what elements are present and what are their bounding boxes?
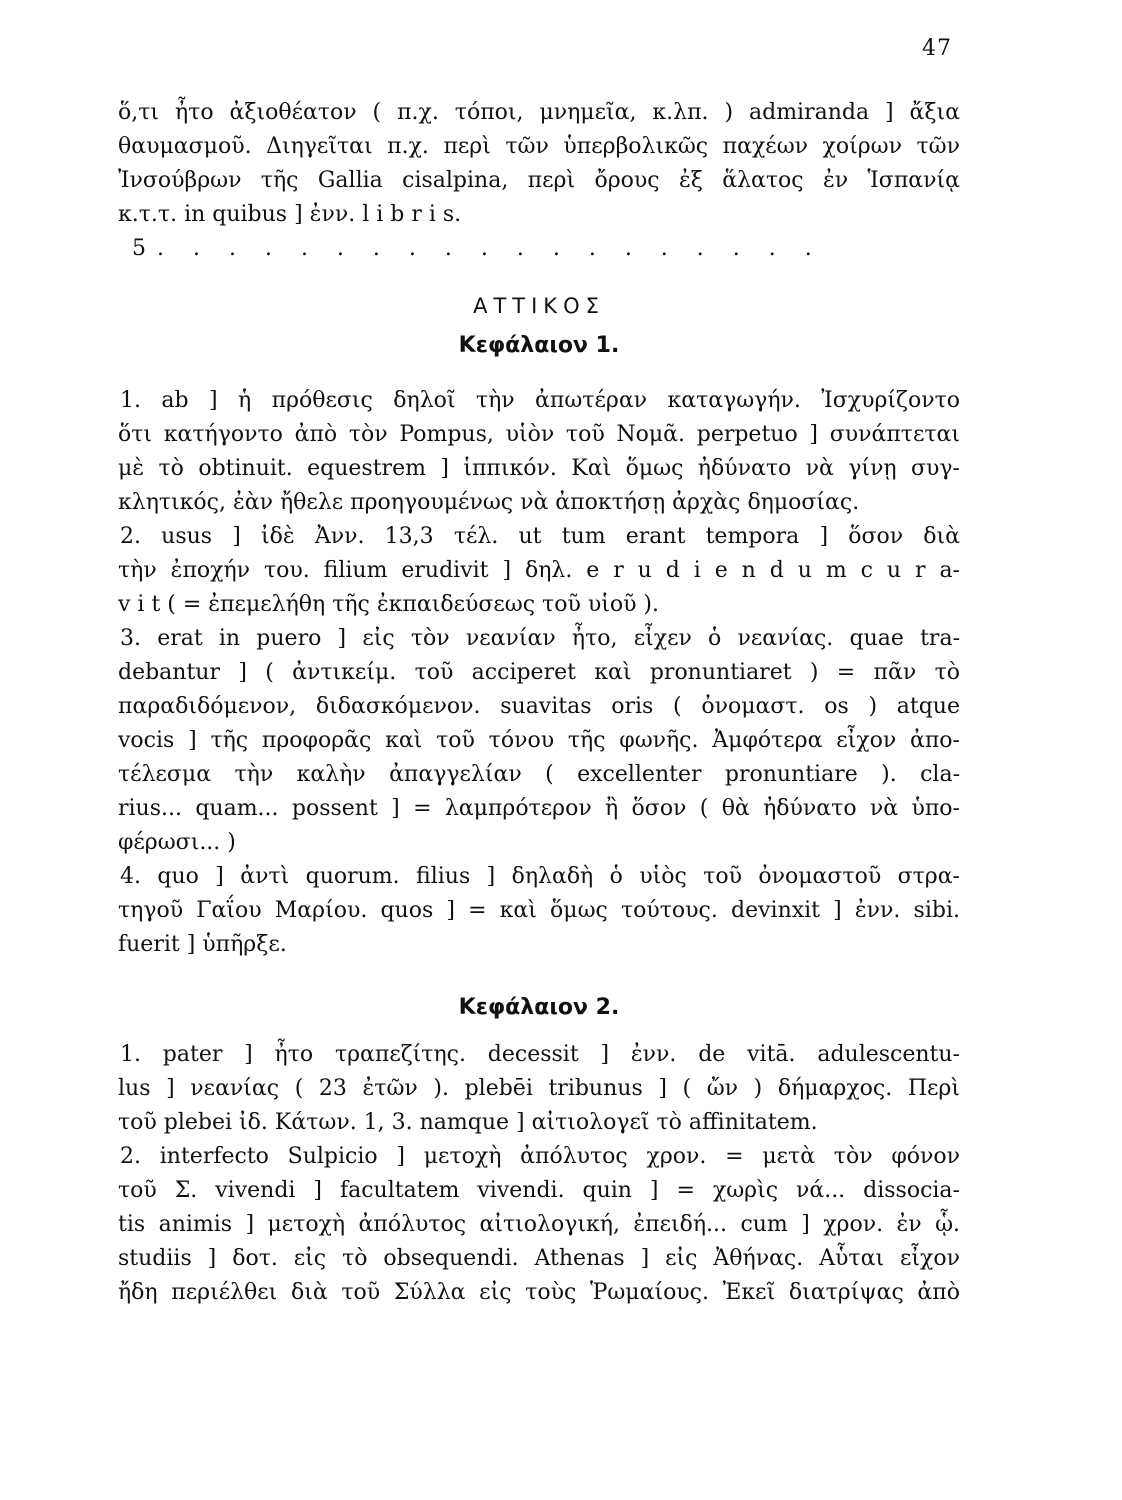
text-line: θαυμασμοῦ. Διηγεῖται π.χ. περὶ τῶν ὑπερβολικῶς παχέων χοίρων τῶν xyxy=(118,134,960,159)
text-line: τηγοῦ Γαΐου Μαρίου. quos ] = καὶ ὅμως τούτους. devinxit ] ἐνν. sibi. xyxy=(118,898,960,923)
text-line: lus ] νεανίας ( 23 ἐτῶν ). plebēi tribunus ] ( ὤν ) δήμαρχος. Περὶ xyxy=(118,1076,960,1101)
text-line: Ἰνσούβρων τῆς Gallia cisalpina, περὶ ὄρους ἐξ ἅλατος ἐν Ἱσπανίᾳ xyxy=(118,168,960,193)
text-line: κ.τ.τ. in quibus ] ἐνν. l i b r i s. xyxy=(118,202,462,227)
text-line: v i t ( = ἐπεμελήθη τῆς ἐκπαιδεύσεως τοῦ υἱοῦ ). xyxy=(118,592,660,617)
text-line: 3. erat in puero ] εἰς τὸν νεανίαν ἦτο, εἶχεν ὁ νεανίας. quae tra- xyxy=(120,626,960,651)
text-line: φέρωσι... ) xyxy=(118,830,236,855)
text-line: 2. interfecto Sulpicio ] μετοχὴ ἀπόλυτος χρον. = μετὰ τὸν φόνον xyxy=(120,1144,960,1169)
text-line: 2. usus ] ἰδὲ Ἀνν. 13,3 τέλ. ut tum erant tempora ] ὅσον διὰ xyxy=(120,524,960,549)
text-line: ὅτι κατήγοντο ἀπὸ τὸν Pompus, υἱὸν τοῦ Νομᾶ. perpetuo ] συνάπτεται xyxy=(118,422,960,447)
text-line: τὴν ἐποχήν του. filium erudivit ] δηλ. e r u d i e n d u m c u r a- xyxy=(118,558,960,583)
text-line: fuerit ] ὑπῆρξε. xyxy=(118,932,287,957)
text-line: 1. ab ] ἡ πρόθεσις δηλοῖ τὴν ἀπωτέραν καταγωγήν. Ἰσχυρίζοντο xyxy=(120,388,960,413)
text-line: παραδιδόμενον, διδασκόμενον. suavitas oris ( ὀνομαστ. os ) atque xyxy=(118,694,960,719)
item-5-ellipsis: 5. . . . . . . . . . . . . . . . . . . xyxy=(132,236,823,261)
text-line: τέλεσμα τὴν καλὴν ἀπαγγελίαν ( excellenter pronuntiare ). cla- xyxy=(118,762,960,787)
chapter-2-title: Κεφάλαιον 2. xyxy=(458,995,620,1020)
text-line: ἤδη περιέλθει διὰ τοῦ Σύλλα εἰς τοὺς Ῥωμαίους. Ἐκεῖ διατρίψας ἀπὸ xyxy=(118,1280,960,1305)
chapter-1-title: Κεφάλαιον 1. xyxy=(458,333,620,358)
text-line: studiis ] δοτ. εἰς τὸ obsequendi. Athenas ] εἰς Ἀθήνας. Αὗται εἶχον xyxy=(118,1246,960,1271)
text-line: κλητικός, ἐὰν ἤθελε προηγουμένως νὰ ἀποκτήσῃ ἀρχὰς δημοσίας. xyxy=(118,490,860,515)
text-line: ὅ,τι ἦτο ἀξιοθέατον ( π.χ. τόποι, μνημεῖα, κ.λπ. ) admiranda ] ἄξια xyxy=(118,100,960,125)
text-line: rius... quam... possent ] = λαμπρότερον ἢ ὅσον ( θὰ ἠδύνατο νὰ ὑπο- xyxy=(118,796,960,821)
text-line: vocis ] τῆς προφορᾶς καὶ τοῦ τόνου τῆς φωνῆς. Ἀμφότερα εἶχον ἀπο- xyxy=(118,728,960,753)
text-line: tis animis ] μετοχὴ ἀπόλυτος αἰτιολογική, ἐπειδή... cum ] χρον. ἐν ᾧ. xyxy=(118,1212,960,1237)
page-body xyxy=(118,96,960,1310)
page-number: 47 xyxy=(922,36,952,61)
text-line: μὲ τὸ obtinuit. equestrem ] ἱππικόν. Καὶ ὅμως ἠδύνατο νὰ γίνῃ συγ- xyxy=(118,456,960,481)
section-title: ΑΤΤΙΚΟΣ xyxy=(473,294,605,318)
text-line: τοῦ plebei ἰδ. Κάτων. 1, 3. namque ] αἰτιολογεῖ τὸ affinitatem. xyxy=(118,1110,818,1135)
text-line: 4. quo ] ἀντὶ quorum. filius ] δηλαδὴ ὁ υἱὸς τοῦ ὀνομαστοῦ στρα- xyxy=(120,864,960,889)
text-line: debantur ] ( ἀντικείμ. τοῦ acciperet καὶ pronuntiaret ) = πᾶν τὸ xyxy=(118,660,960,685)
text-line: 1. pater ] ἦτο τραπεζίτης. decessit ] ἐνν. de vitā. adulescentu- xyxy=(120,1042,960,1067)
text-line: τοῦ Σ. vivendi ] facultatem vivendi. quin ] = χωρὶς νά... dissocia- xyxy=(118,1178,960,1203)
